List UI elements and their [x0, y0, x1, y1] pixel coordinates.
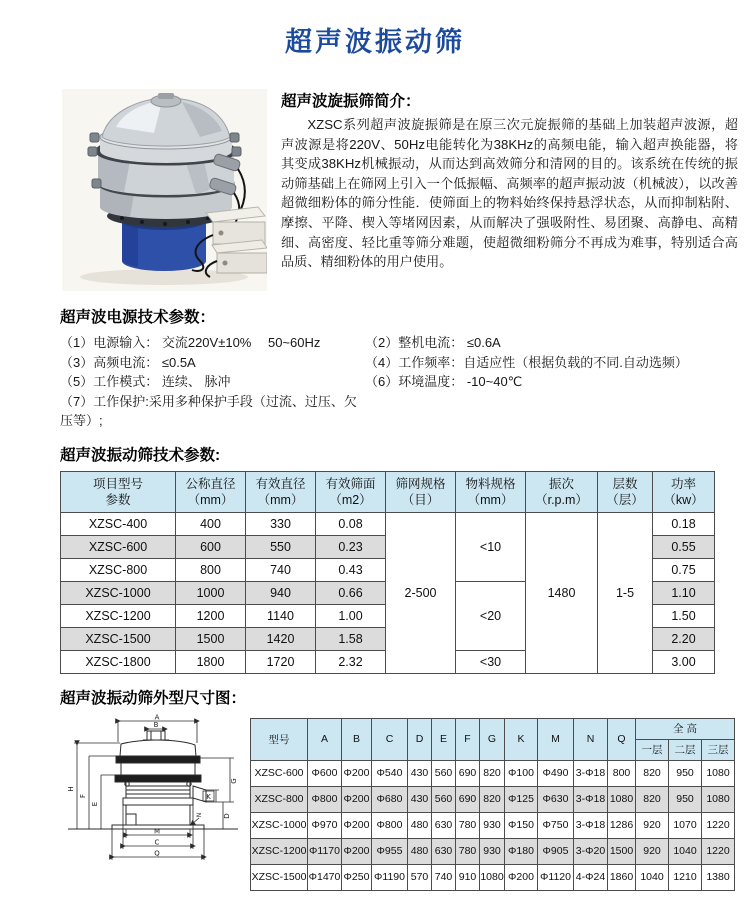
dims-cell: 560: [432, 760, 456, 786]
dims-cell: XZSC-800: [251, 786, 308, 812]
power-item: （2）整机电流： ≤0.6A: [365, 335, 501, 350]
spec-cell: 2.32: [316, 650, 386, 673]
power-row: [60, 392, 742, 431]
power-item: （1）电源输入： 交流220V±10% 50~60Hz: [60, 335, 321, 350]
spec-cell: 0.23: [316, 535, 386, 558]
dims-cell: 780: [456, 812, 480, 838]
dims-cell: 1220: [702, 812, 735, 838]
top-row: [62, 89, 742, 291]
dims-col-header: B: [342, 718, 372, 760]
dims-cell: 480: [408, 838, 432, 864]
dims-cell: Φ200: [505, 864, 538, 890]
dims-cell: Φ600: [308, 760, 342, 786]
dims-cell: 3-Φ18: [574, 760, 608, 786]
power-item: （3）高频电流： ≤0.5A: [60, 354, 196, 370]
dims-cell: 690: [456, 760, 480, 786]
power-row: [60, 333, 742, 353]
machine-outline: [68, 731, 238, 829]
dims-cell: 1286: [608, 812, 636, 838]
dims-cell: 1040: [669, 838, 702, 864]
label-c: C: [154, 838, 160, 846]
dimensions-table: [250, 718, 735, 891]
dims-cell: 820: [480, 786, 505, 812]
spec-header-row: [61, 471, 715, 512]
dims-col-header: F: [456, 718, 480, 760]
dims-cell: 1210: [669, 864, 702, 890]
dims-cell: XZSC-600: [251, 760, 308, 786]
dims-cell: Φ750: [538, 812, 574, 838]
dims-cell: 1220: [702, 838, 735, 864]
dims-row: [251, 864, 735, 890]
dims-cell: Φ680: [372, 786, 408, 812]
dims-col-header: Q: [608, 718, 636, 760]
intro-heading: 超声波旋振筛简介：: [281, 93, 421, 110]
dims-cell: Φ540: [372, 760, 408, 786]
spec-col-header: 有效直径 （mm）: [246, 471, 316, 512]
dims-cell: 1080: [702, 760, 735, 786]
dims-cell: 930: [480, 812, 505, 838]
dims-cell: Φ200: [342, 812, 372, 838]
power-row: [60, 353, 742, 373]
spec-heading: 超声波振动筛技术参数:: [60, 446, 221, 464]
spec-col-header: 筛网规格 （目）: [386, 471, 456, 512]
dims-cell: Φ800: [372, 812, 408, 838]
dims-cell: Φ1190: [372, 864, 408, 890]
spec-cell: 1720: [246, 650, 316, 673]
dims-cell: 910: [456, 864, 480, 890]
spec-col-header: 振次 （r.p.m）: [526, 471, 598, 512]
sieve-machine-illustration: [62, 89, 267, 291]
intro-section: [281, 89, 742, 291]
dims-cell: 920: [636, 812, 669, 838]
dims-row: [251, 760, 735, 786]
spec-cell: 1800: [176, 650, 246, 673]
spec-cell: 1140: [246, 604, 316, 627]
dims-cell: Φ630: [538, 786, 574, 812]
page-title: 超声波振动筛: [285, 27, 465, 57]
spec-cell: XZSC-1000: [61, 581, 176, 604]
label-a: A: [154, 713, 160, 721]
spec-cell: 1200: [176, 604, 246, 627]
dims-col-header: G: [480, 718, 505, 760]
dims-cell: 1070: [669, 812, 702, 838]
spec-cell-mesh: 2-500: [386, 512, 456, 673]
spec-cell: 800: [176, 558, 246, 581]
dims-cell: Φ490: [538, 760, 574, 786]
dims-cell: 740: [432, 864, 456, 890]
power-heading: 超声波电源技术参数：: [60, 309, 216, 326]
dimensions-section: [60, 686, 742, 896]
dims-cell: 950: [669, 786, 702, 812]
dims-cell: XZSC-1000: [251, 812, 308, 838]
dims-cell: Φ1120: [538, 864, 574, 890]
spec-cell: 0.43: [316, 558, 386, 581]
dims-cell: 1080: [702, 786, 735, 812]
spec-cell: 1000: [176, 581, 246, 604]
dims-cell: Φ1170: [308, 838, 342, 864]
label-h: H: [67, 785, 75, 792]
spec-col-header: 层数 （层）: [598, 471, 653, 512]
spec-cell: XZSC-600: [61, 535, 176, 558]
dims-cell: 560: [432, 786, 456, 812]
spec-cell-material: <30: [456, 650, 526, 673]
label-g: G: [230, 777, 238, 784]
spec-cell-vibration: 1480: [526, 512, 598, 673]
dims-col-header: 一层: [636, 739, 669, 760]
spec-cell: 0.18: [653, 512, 715, 535]
label-d: D: [223, 812, 231, 819]
label-q: Q: [154, 849, 160, 857]
dims-cell: 3-Φ20: [574, 838, 608, 864]
spec-section: [60, 443, 742, 674]
dims-cell: 920: [636, 838, 669, 864]
spec-cell: 0.55: [653, 535, 715, 558]
spec-col-header: 物料规格 （mm）: [456, 471, 526, 512]
dims-cell: 630: [432, 838, 456, 864]
label-e: E: [91, 801, 99, 806]
dims-cell: 3-Φ18: [574, 786, 608, 812]
spec-col-header: 公称直径 （mm）: [176, 471, 246, 512]
power-item: （7）工作保护:采用多种保护手段（过流、过压、欠压等）;: [60, 393, 357, 428]
spec-cell: XZSC-800: [61, 558, 176, 581]
label-n: N: [196, 812, 203, 817]
dims-col-header: C: [372, 718, 408, 760]
dims-cell: 430: [408, 760, 432, 786]
dims-cell: 820: [636, 760, 669, 786]
dims-row: [251, 812, 735, 838]
spec-cell: 1.58: [316, 627, 386, 650]
dims-col-header: K: [505, 718, 538, 760]
spec-cell: 600: [176, 535, 246, 558]
dims-cell: Φ250: [342, 864, 372, 890]
dims-col-header: M: [538, 718, 574, 760]
spec-table: [60, 471, 715, 674]
spec-cell: XZSC-1500: [61, 627, 176, 650]
dims-col-header: N: [574, 718, 608, 760]
spec-cell: 3.00: [653, 650, 715, 673]
spec-cell: 550: [246, 535, 316, 558]
dims-cell: 1080: [608, 786, 636, 812]
dims-row: [251, 838, 735, 864]
dims-col-header: 三层: [702, 739, 735, 760]
dimension-diagram: [60, 714, 246, 896]
spec-cell-material: <10: [456, 512, 526, 581]
product-photo: [62, 89, 267, 291]
spec-cell: 1500: [176, 627, 246, 650]
dims-cell: 630: [432, 812, 456, 838]
dims-cell: 430: [408, 786, 432, 812]
dims-cell: Φ200: [342, 838, 372, 864]
spec-cell: 400: [176, 512, 246, 535]
dims-cell: 800: [608, 760, 636, 786]
spec-cell: XZSC-1200: [61, 604, 176, 627]
dims-cell: 570: [408, 864, 432, 890]
dims-cell: Φ200: [342, 786, 372, 812]
spec-cell: XZSC-1800: [61, 650, 176, 673]
spec-cell: 2.20: [653, 627, 715, 650]
spec-cell: 0.08: [316, 512, 386, 535]
dims-col-header: A: [308, 718, 342, 760]
dims-cell: Φ905: [538, 838, 574, 864]
spec-cell: 0.75: [653, 558, 715, 581]
dims-cell: 950: [669, 760, 702, 786]
dims-cell: Φ100: [505, 760, 538, 786]
dims-cell: 1500: [608, 838, 636, 864]
dims-cell: 1860: [608, 864, 636, 890]
label-k: K: [206, 792, 211, 801]
spec-cell: 1420: [246, 627, 316, 650]
power-row: [60, 372, 742, 392]
power-params-section: [60, 305, 742, 431]
spec-cell: 0.66: [316, 581, 386, 604]
dims-cell: Φ955: [372, 838, 408, 864]
dims-cell: 3-Φ18: [574, 812, 608, 838]
dims-cell: 820: [480, 760, 505, 786]
spec-cell-material: <20: [456, 581, 526, 650]
dims-cell: 480: [408, 812, 432, 838]
spec-col-header: 项目型号 参数: [61, 471, 176, 512]
dims-cell: XZSC-1200: [251, 838, 308, 864]
dims-cell: Φ800: [308, 786, 342, 812]
dims-cell: Φ150: [505, 812, 538, 838]
dims-cell: Φ180: [505, 838, 538, 864]
outline-drawing: [60, 714, 246, 896]
dims-col-header: 型号: [251, 718, 308, 760]
spec-cell: 1.10: [653, 581, 715, 604]
dims-cell: 1040: [636, 864, 669, 890]
power-item: （6）环境温度： -10~40℃: [365, 374, 523, 389]
intro-body: XZSC系列超声波旋振筛是在原三次元旋振筛的基础上加装超声波源，超声波源是将220V、50Hz电能转化为38KHz的高频电能，输入超声换能器，将其变成38KHz机械振动，从而达到高效筛分和清网的目的。该系统在传统的振动筛基础上在筛网上引入一个低振幅、高频率的超声振动波（机械波），以改善超微细粉体的筛分性能．使筛面上的物料始终保持悬浮状态，从而抑制粘附、摩擦、平降、楔入等堵网因素，从而解决了强吸附性、易团聚、高静电、高精细、高密度、轻比重等筛分难题，使超微细粉筛分不再成为难事，特别适合高品质、精细粉体的用户使用。: [281, 117, 738, 270]
dims-content: [60, 714, 742, 896]
spec-cell: 940: [246, 581, 316, 604]
spec-cell: 1.50: [653, 604, 715, 627]
dims-cell: Φ200: [342, 760, 372, 786]
dims-row: [251, 786, 735, 812]
power-item: （5）工作模式： 连续、 脉冲: [60, 374, 231, 389]
spec-col-header: 功率 （kw）: [653, 471, 715, 512]
dims-cell: Φ970: [308, 812, 342, 838]
dims-cell: 1380: [702, 864, 735, 890]
dims-col-header: E: [432, 718, 456, 760]
spec-cell: XZSC-400: [61, 512, 176, 535]
dims-cell: XZSC-1500: [251, 864, 308, 890]
label-f: F: [79, 793, 87, 798]
spec-col-header: 有效筛面 （m2）: [316, 471, 386, 512]
power-item: （4）工作频率：自适应性（根据负载的不同.自动选频）: [365, 354, 688, 370]
dims-cell: 930: [480, 838, 505, 864]
power-item: [365, 392, 742, 431]
dims-cell: 1080: [480, 864, 505, 890]
dims-col-header-full-height: 全 高: [636, 718, 735, 739]
dims-cell: Φ1470: [308, 864, 342, 890]
dims-heading: 超声波振动筛外型尺寸图：: [60, 689, 247, 707]
label-m: M: [153, 827, 161, 835]
spec-cell-layers: 1-5: [598, 512, 653, 673]
label-b: B: [153, 720, 159, 729]
dims-cell: 820: [636, 786, 669, 812]
dims-cell: 4-Φ24: [574, 864, 608, 890]
spec-cell: 1.00: [316, 604, 386, 627]
spec-row: [61, 512, 715, 535]
dims-cell: 780: [456, 838, 480, 864]
dims-header-row: [251, 718, 735, 739]
dims-col-header: D: [408, 718, 432, 760]
spec-cell: 740: [246, 558, 316, 581]
dims-col-header: 二层: [669, 739, 702, 760]
dims-cell: 690: [456, 786, 480, 812]
dims-cell: Φ125: [505, 786, 538, 812]
spec-cell: 330: [246, 512, 316, 535]
